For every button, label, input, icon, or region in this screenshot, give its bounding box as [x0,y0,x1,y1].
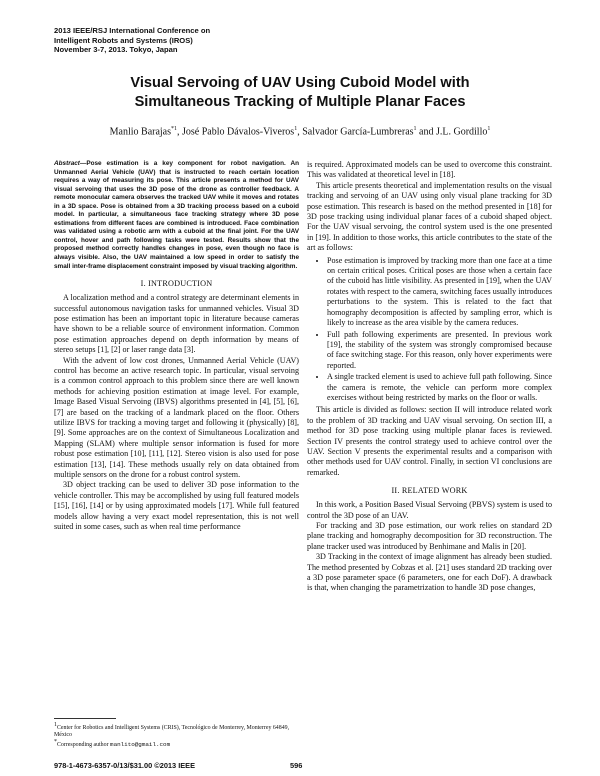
right-paragraph-3: This article is divided as follows: section II will introduce related work to the problem of 3D tracking and UAV visual servoing. On section III, a method for 3D pose tracking using multiple planar faces is reviewed. Section IV presents the control strategy used to achieve control over the UAV. Section V presents the experimental results and a comparison with other methods used for UAV control. Finally, in section VI conclusions are remarked. [307,405,552,477]
title-line-1: Visual Servoing of UAV Using Cuboid Model with [130,75,470,91]
author-4: and J.L. Gordillo [416,126,488,138]
list-item: • Pose estimation is improved by tracking more than one face at a time on certain critical poses. Critical poses are those when a certain face of the cuboid has little visibility. As presented in [19], when the UAV rotates with respect to the camera, switching faces usually introduces perturbations to the system. This is related to the fact that homography decomposition is affected by sampling error, which is likely to increase as the area visible by the camera reduces. [327,256,552,329]
author-2-mark: 1 [294,126,298,132]
intro-paragraph-2: With the advent of low cost drones, Unmanned Aerial Vehicle (UAV) control has become an active research topic. In particular, visual servoing is a common control approach to this problem since there are well known methods for achieving position estimation at image level. For example, Image Based Visual Servoing (IBVS) algorithms presented in [4], [5], [6], [7] are based on the tracking of a landmark placed on the floor. Others utilize IBVS for tracking a moving target and following it (physically) [8], [9]. Some approaches are on the context of Simultaneous Localization and Mapping (SLAM) where multiple sensor information is fused for more robust pose estimation [10], [11], [12]. Stereo vision is also used for pose estimation [13], [14]. These methods usually rely on data obtained from multiple sensors on the drone for a robust control system. [54,355,299,480]
left-column [54,160,299,532]
footnote-affiliation [54,722,299,739]
conference-line-1: 2013 IEEE/RSJ International Conference on [54,26,211,35]
footnote-corresponding [54,739,299,749]
footnote-corresponding-mark: * [54,739,57,746]
isbn-copyright: 978-1-4673-6357-0/13/$31.00 ©2013 IEEE [54,761,196,770]
footnotes [54,722,299,750]
contribution-list [307,256,552,404]
list-item: • A single tracked element is used to achieve full path following. Since the camera is remote, the vehicle can perform more complex exercises without being restricted by marks on the floor or walls. [327,372,552,403]
conference-header [54,26,314,55]
footnote-affiliation-text: Center for Robotics and Intelligent Systems (CRIS), Tecnológico de Monterrey, Monterrey 64849, México [54,724,290,739]
author-1: Manlio Barajas [109,126,172,138]
author-3-mark: 1 [413,126,417,132]
related-work-heading: II. RELATED WORK [391,486,468,496]
intro-paragraph-1: A localization method and a control strategy are determinant elements in successful autonomous navigation tasks for unmanned vehicles. Visual 3D pose estimation has been an important topic in literature because cameras have shown to be a reliable source of environment information. Common pose estimation approaches depend on depth information by means of stereo setups [1], [2] or laser range data [3]. [54,293,299,355]
footnote-affiliation-mark: 1 [54,722,57,728]
title-line-2: Simultaneous Tracking of Multiple Planar Faces [134,94,466,110]
abstract [54,160,299,271]
right-paragraph-2: This article presents theoretical and implementation results on the visual tracking and servoing of an UAV using only visual plane tracking for 3D pose estimation. This research is based on the method presented in [18] for 3D pose tracking using individual planar faces of a cuboid shaped object. For the UAV visual servoing, the control system used is the one presented in [19]. In addition to those works, this article contributes to the state of the art as follows: [307,180,552,253]
abstract-text: —Pose estimation is a key component for robot navigation. An Unmanned Aerial Vehicle (UAV) that is instructed to reach certain location requires a way of measuring its pose. This article presents a method for UAV visual servoing that uses the 3D pose of the drone as controller feedback. A remote monocular camera observes the tracked UAV while it moves and rotates in a 3D space. Pose is obtained from a 3D tracking process based on a cuboid model. In particular, a simultaneous face tracking strategy where 3D pose estimations from different faces are combined is introduced. Face combination was validated using a robotic arm with a cuboid at the final joint. For the UAV control, hover and path following tasks were tested. Results show that the proposed method correctly handles changes in pose, even though no face is always visible. Also, the UAV maintained a low speed in order to satisfy the small inter-frame displacement constraint imposed by visual tracking algorithm. [54,160,299,270]
conference-line-2: Intelligent Robots and Systems (IROS) [54,35,193,45]
list-item: • Full path following experiments are presented. In previous work [19], the stability of the system was strongly compromised because of face switching stage. For this reason, only hover experiments were reported. [327,330,552,372]
related-paragraph-1: In this work, a Position Based Visual Servoing (PBVS) system is used to control the 3D pose of an UAV. [307,500,552,520]
paper-title [60,74,540,112]
related-paragraph-2: For tracking and 3D pose estimation, our work relies on standard 2D plane tracking and homography decomposition for 3D reconstruction. The plane tracker used was introduced by Benhimane and Malis in [20]. [307,521,552,551]
author-3: , Salvador García-Lumbreras [297,126,414,138]
page-number: 596 [290,761,303,770]
author-list [40,126,560,137]
author-4-mark: 1 [487,126,491,132]
related-paragraph-3: 3D Tracking in the context of image alignment has already been studied. The method presented by Cobzas et al. [21] uses standard 2D tracking over a 3D pose parameter space (6 parameters, one for each DoF). A drawback is that, when changing the parametrization to handle 3D pose changes, [307,552,552,593]
footnote-corresponding-label: Corresponding author [57,742,109,749]
author-1-mark: *1 [171,126,178,132]
right-column [307,160,552,594]
intro-heading: I. INTRODUCTION [140,279,213,289]
author-email: manlito@gmail.com [110,741,171,749]
footnote-divider [54,718,116,719]
intro-paragraph-3: 3D object tracking can be used to deliver 3D pose information to the vehicle controller. This may be accomplished by using full featured models [15], [16], [14] or by using approximated models [17]. While full featured models allow having a very exact model representation, this is not well suited in some cases, such as when real time performance [54,480,299,532]
author-2: , José Pablo Dávalos-Viveros [177,126,295,138]
conference-line-3: November 3-7, 2013. Tokyo, Japan [54,45,178,55]
abstract-lead: Abstract [54,160,80,167]
right-paragraph-1: is required. Approximated models can be used to overcome this constraint. This was validated at theoretical level in [18]. [307,160,552,180]
